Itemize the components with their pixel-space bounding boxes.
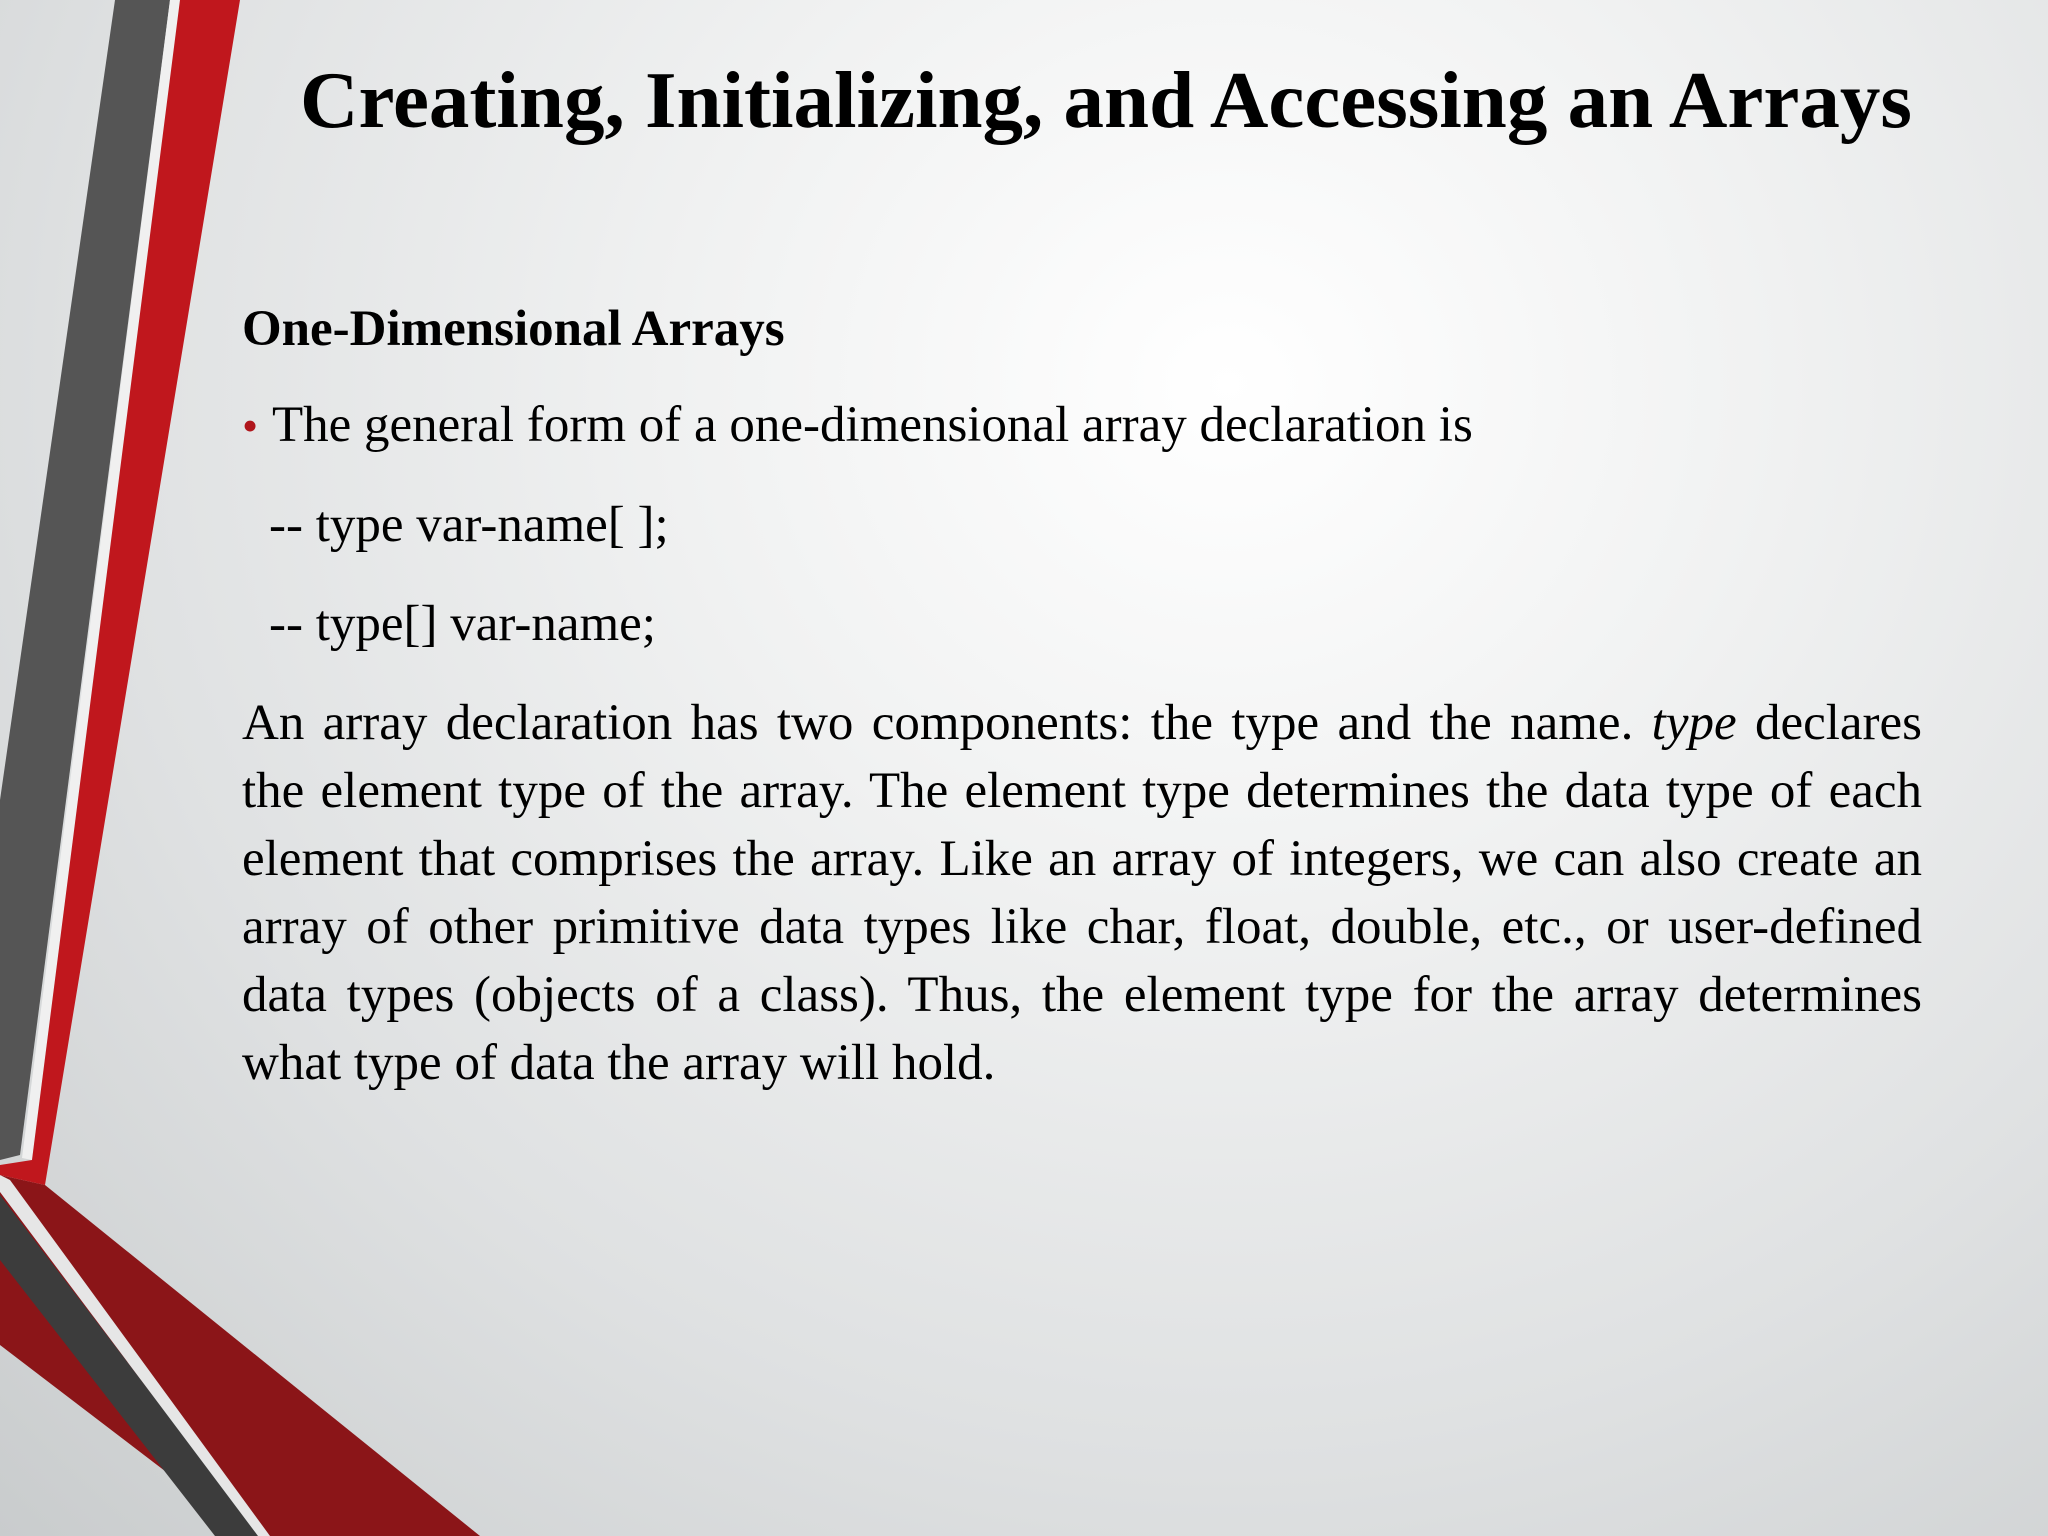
dark-red-lower-band bbox=[0, 1175, 480, 1536]
syntax-line-2: -- type[] var-name; bbox=[269, 596, 656, 652]
syntax-line-1: -- type var-name[ ]; bbox=[269, 497, 669, 553]
paragraph-part-2: declares the element type of the array. The element type determines the data type of each element that comprises the array. Like an array of integers, we can also create an array of other primitive data types like char, float, double, etc., or user-defined data types (objects of a class). Thus, the element type for the array determines what type of data the array will hold. bbox=[242, 695, 1923, 1091]
bullet-text: The general form of a one-dimensional array declaration is bbox=[272, 397, 1473, 453]
section-heading: One-Dimensional Arrays bbox=[242, 301, 785, 357]
slide-content bbox=[242, 295, 1922, 1097]
body-paragraph bbox=[242, 689, 1922, 1097]
paragraph-emphasis: type bbox=[1651, 695, 1737, 751]
bullet-item bbox=[242, 391, 1922, 460]
paragraph-part-1: An array declaration has two components: the type and the name. bbox=[242, 695, 1634, 751]
slide-title: Creating, Initializing, and Accessing an Arrays bbox=[300, 55, 1912, 145]
bullet-dot-icon: • bbox=[242, 400, 259, 451]
